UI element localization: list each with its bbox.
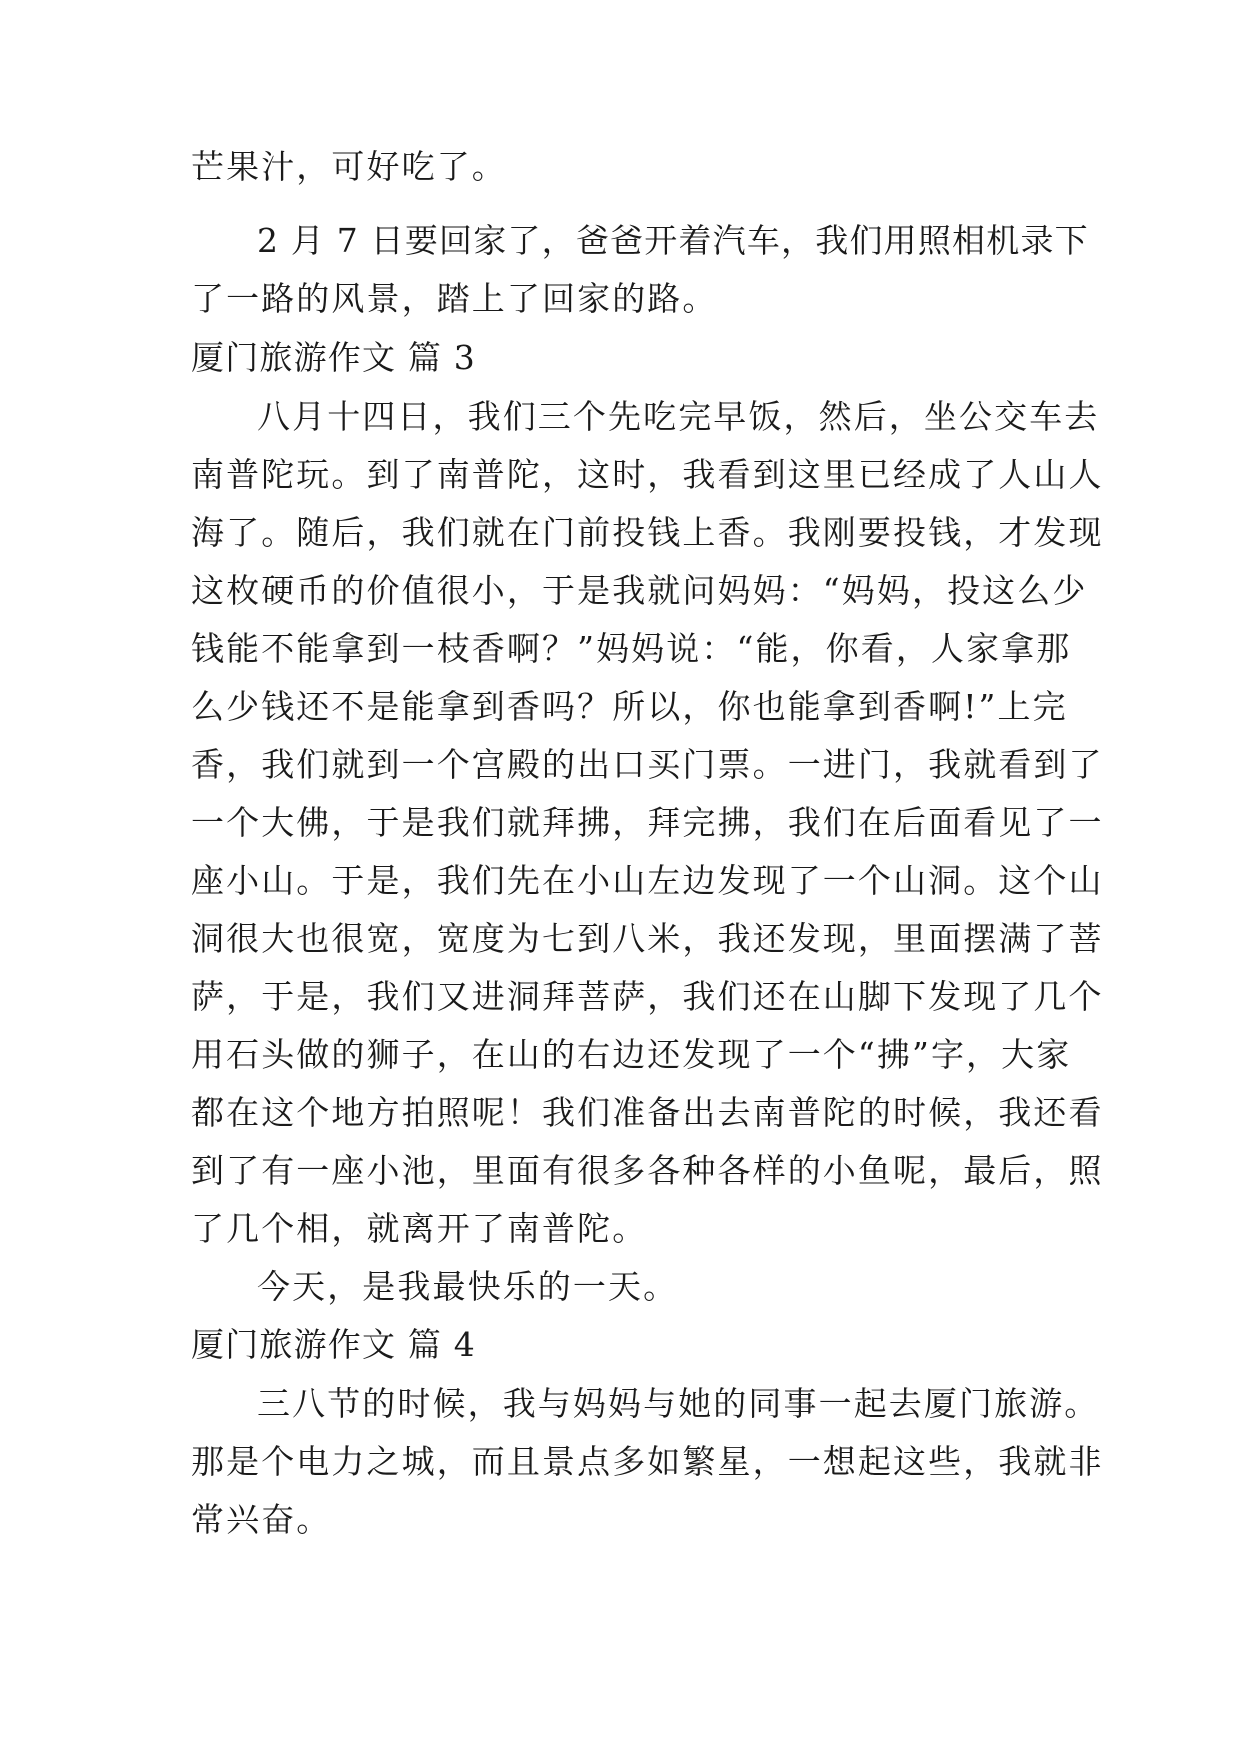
text-line: 这枚硬币的价值很小，于是我就问妈妈：“妈妈，投这么少 [191,571,1088,610]
text-line: 萨，于是，我们又进洞拜菩萨，我们还在山脚下发现了几个 [191,977,1104,1016]
text-line: 常兴奋。 [191,1500,332,1539]
text-line: 洞很大也很宽，宽度为七到八米，我还发现，里面摆满了菩 [191,919,1104,958]
text-line: 2 月 7 日要回家了，爸爸开着汽车，我们用照相机录下 [257,221,1089,260]
text-line: 么少钱还不是能拿到香吗？所以，你也能拿到香啊!”上完 [191,687,1068,726]
text-line: 座小山。于是，我们先在小山左边发现了一个山洞。这个山 [191,861,1104,900]
text-line: 到了有一座小池，里面有很多各种各样的小鱼呢，最后，照 [191,1151,1104,1190]
text-line: 用石头做的狮子，在山的右边还发现了一个“拂”字，大家 [191,1035,1072,1074]
text-line: 三八节的时候，我与妈妈与她的同事一起去厦门旅游。 [257,1384,1100,1423]
text-line: 香，我们就到一个宫殿的出口买门票。一进门，我就看到了 [191,745,1104,784]
text-line: 那是个电力之城，而且景点多如繁星，一想起这些，我就非 [191,1442,1104,1481]
text-line: 都在这个地方拍照呢！我们准备出去南普陀的时候，我还看 [191,1093,1104,1132]
text-line: 八月十四日，我们三个先吃完早饭，然后，坐公交车去 [257,397,1100,436]
text-line: 了几个相，就离开了南普陀。 [191,1209,648,1248]
text-line: 海了。随后，我们就在门前投钱上香。我刚要投钱，才发现 [191,513,1104,552]
text-line: 钱能不能拿到一枝香啊？”妈妈说：“能，你看，人家拿那 [191,629,1072,668]
text-line: 今天，是我最快乐的一天。 [257,1267,679,1306]
section-heading: 厦门旅游作文 篇 4 [191,1325,476,1364]
section-heading: 厦门旅游作文 篇 3 [191,338,476,377]
text-line: 南普陀玩。到了南普陀，这时，我看到这里已经成了人山人 [191,455,1104,494]
text-line: 了一路的风景，踏上了回家的路。 [191,279,718,318]
text-line: 一个大佛，于是我们就拜拂，拜完拂，我们在后面看见了一 [191,803,1104,842]
text-line: 芒果汁，可好吃了。 [191,147,507,186]
